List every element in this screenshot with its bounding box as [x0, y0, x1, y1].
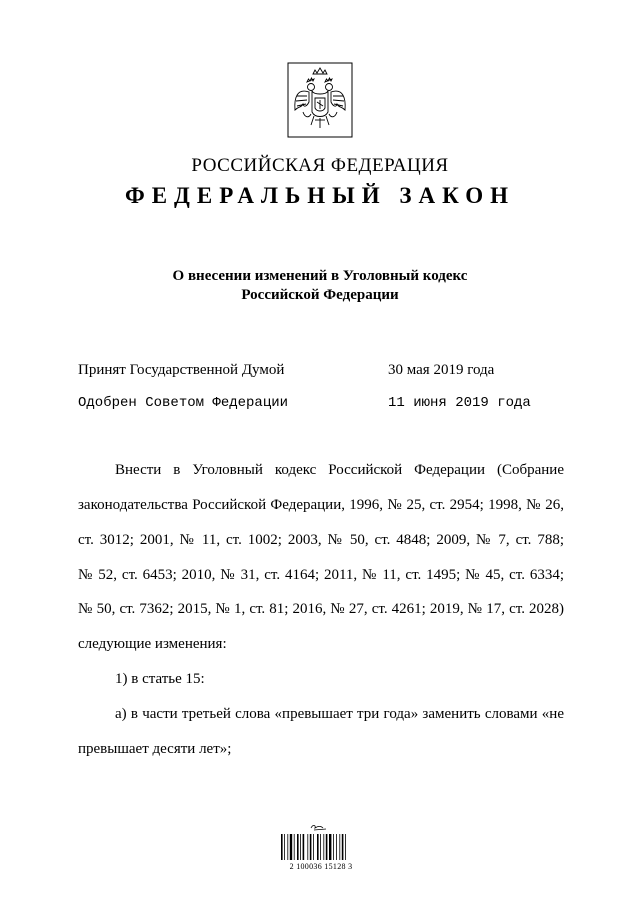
barcode-bar	[284, 834, 285, 860]
council-approval-label: Одобрен Советом Федерации	[78, 395, 289, 411]
law-title-line-1: О внесении изменений в Уголовный кодекс	[172, 268, 468, 284]
barcode-bar	[339, 834, 340, 860]
barcode-bar	[307, 834, 308, 860]
body-item-1: 1) в статье 15:	[115, 671, 205, 687]
body-line-1: Внести в Уголовный кодекс Российской Федерации (Собрание	[115, 462, 564, 478]
law-type-heading: ФЕДЕРАЛЬНЫЙ ЗАКОН	[124, 183, 516, 208]
barcode-bar	[333, 834, 334, 860]
body-line-6: следующие изменения:	[78, 636, 227, 652]
country-heading: РОССИЙСКАЯ ФЕДЕРАЦИЯ	[191, 155, 449, 176]
barcode-bar	[317, 834, 319, 860]
barcode-bar	[342, 834, 344, 860]
law-title-line-2: Российской Федерации	[241, 287, 399, 303]
barcode-bar	[320, 834, 321, 860]
barcode-bar	[300, 834, 301, 860]
barcode-bar	[326, 834, 328, 860]
council-approval-date: 11 июня 2019 года	[388, 395, 531, 411]
duma-adoption-date: 30 мая 2019 года	[388, 362, 495, 378]
body-subitem-a-line-2: превышает десяти лет»;	[78, 741, 232, 757]
barcode-bar	[310, 834, 312, 860]
barcode-bar	[313, 834, 314, 860]
barcode-bar	[303, 834, 305, 860]
body-line-5: № 50, ст. 7362; 2015, № 1, ст. 81; 2016, № 27, ст. 4261; 2019, № 17, ст. 2028)	[78, 601, 564, 617]
body-line-4: № 52, ст. 6453; 2010, № 31, ст. 4164; 2011, № 11, ст. 1495; № 45, ст. 6334;	[78, 567, 564, 583]
duma-adoption-label: Принят Государственной Думой	[78, 362, 285, 378]
barcode-bar	[287, 834, 288, 860]
coat-of-arms-emblem	[287, 62, 353, 138]
barcode-bar	[281, 834, 283, 860]
barcode-bar	[323, 834, 324, 860]
barcode-bar	[336, 834, 337, 860]
barcode-bar	[297, 834, 299, 860]
body-line-2: законодательства Российской Федерации, 1996, № 25, ст. 2954; 1998, № 26,	[78, 497, 564, 513]
barcode-bar	[294, 834, 295, 860]
barcode-bar	[290, 834, 292, 860]
barcode-bar	[345, 834, 346, 860]
barcode-bar	[329, 834, 331, 860]
body-line-3: ст. 3012; 2001, № 11, ст. 1002; 2003, № 50, ст. 4848; 2009, № 7, ст. 788;	[78, 532, 564, 548]
body-subitem-a-line-1: а) в части третьей слова «превышает три года» заменить словами «не	[115, 706, 564, 722]
barcode-number: 2 100036 15128 3	[289, 862, 353, 871]
